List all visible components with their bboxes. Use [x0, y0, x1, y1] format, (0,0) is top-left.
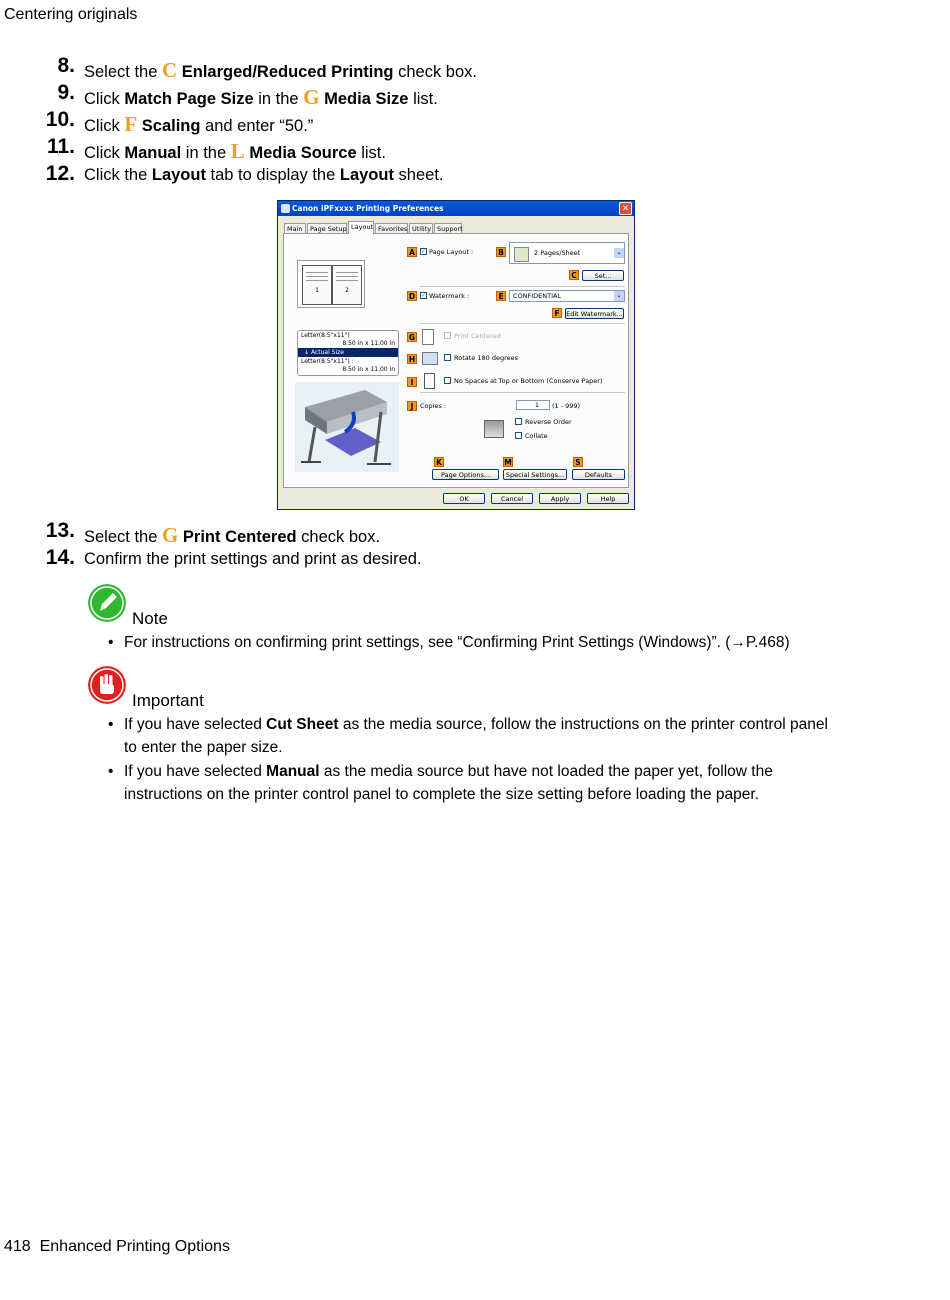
section-header: Centering originals	[4, 6, 138, 23]
tab-main[interactable]: Main	[284, 223, 306, 233]
callout-ref: F	[124, 112, 138, 136]
step-11: 11. Click Manual in the L Media Source list.	[46, 135, 386, 163]
tab-utility[interactable]: Utility	[409, 223, 433, 233]
collate-checkbox[interactable]	[515, 432, 522, 439]
layout-panel	[283, 233, 629, 488]
important-title: Important	[132, 691, 204, 710]
printer-illustration	[295, 382, 399, 472]
dialog-title: Canon iPFxxxx Printing Preferences	[292, 204, 444, 213]
callout-label-e: E	[496, 291, 506, 301]
page-number: 418	[4, 1238, 31, 1255]
reverse-order-label: Reverse Order	[525, 418, 572, 426]
watermark-checkbox[interactable]: ✓	[421, 292, 427, 299]
callout-label-s: S	[573, 457, 583, 467]
callout-label-h: H	[408, 355, 416, 364]
chapter-title: Enhanced Printing Options	[39, 1238, 230, 1255]
no-spaces-checkbox[interactable]	[444, 377, 451, 384]
cancel-button[interactable]: Cancel	[491, 493, 533, 504]
print-centered-label: Print Centered	[454, 332, 501, 340]
step-number: 8.	[57, 54, 75, 77]
collate-stack-icon	[484, 420, 504, 438]
watermark-label: Watermark :	[429, 292, 470, 300]
step-12: 12. Click the Layout tab to display the Layout sheet.	[45, 162, 444, 185]
steps-list-bottom	[0, 519, 950, 573]
callout-label-j: J	[407, 401, 417, 411]
step-number: 11.	[46, 135, 75, 158]
callout-label-c: C	[569, 270, 579, 280]
defaults-button[interactable]: Defaults	[572, 469, 625, 480]
step-number: 14.	[45, 546, 75, 569]
callout-label-i: I	[407, 377, 417, 387]
callout-label-d: D	[408, 292, 416, 301]
callout-label-a: A	[407, 247, 417, 257]
step-number: 9.	[57, 81, 75, 104]
rotate-icon	[422, 352, 438, 365]
close-button[interactable]: ✕	[619, 202, 632, 215]
tab-page-setup[interactable]: Page Setup	[307, 223, 347, 233]
note-item: • For instructions on confirming print settings, see “Confirming Print Settings (Windows)”. (→P.468)	[108, 634, 790, 651]
conserve-paper-icon	[424, 373, 435, 389]
step-14: 14. Confirm the print settings and print as desired.	[45, 546, 422, 569]
watermark-select[interactable]: CONFIDENTIAL ⌄	[509, 290, 625, 302]
callout-label-m: M	[504, 458, 512, 467]
important-item: • If you have selected Manual as the media source but have not loaded the paper yet, follow the instructions on the printer control panel to complete the size setting before loading the paper.	[108, 763, 773, 803]
print-centered-icon	[422, 329, 434, 345]
step-number: 10.	[45, 108, 75, 131]
page-thumb-1: 1	[302, 265, 332, 305]
set-button[interactable]: Set...	[582, 270, 624, 281]
copies-spinner[interactable]: 1	[516, 400, 550, 410]
print-centered-checkbox[interactable]	[444, 332, 451, 339]
copies-range: (1 - 999)	[552, 402, 581, 410]
page-layout-select[interactable]: 2 Pages/Sheet ⌄	[509, 242, 625, 264]
note-title: Note	[132, 609, 168, 628]
callout-label-g: G	[408, 333, 416, 342]
help-button[interactable]: Help	[587, 493, 629, 504]
reverse-order-checkbox[interactable]	[515, 418, 522, 425]
page-layout-checkbox[interactable]: ✓	[421, 248, 427, 255]
edit-watermark-button[interactable]: Edit Watermark...	[566, 310, 623, 318]
ok-button[interactable]: OK	[443, 493, 485, 504]
callout-ref: C	[161, 58, 178, 82]
callout-ref: L	[230, 139, 245, 163]
callout-ref: G	[303, 85, 320, 109]
important-item: • If you have selected Cut Sheet as the media source, follow the instructions on the printer control panel to enter the paper size.	[108, 716, 828, 756]
page-options-button[interactable]: Page Options...	[432, 469, 499, 480]
actual-size-row: ↓ Actual Size	[298, 348, 398, 357]
step-number: 13.	[45, 519, 75, 542]
step-13: 13. Select the G Print Centered check box.	[45, 519, 381, 547]
important-hand-icon	[88, 666, 126, 704]
callout-label-k: K	[434, 457, 444, 467]
tab-favorites[interactable]: Favorites	[375, 223, 408, 233]
copies-label: Copies :	[420, 402, 447, 410]
preview-area	[291, 242, 399, 492]
callout-ref: G	[161, 523, 179, 547]
rotate-checkbox[interactable]	[444, 354, 451, 361]
printer-app-icon	[281, 204, 290, 213]
collate-label: Collate	[525, 432, 548, 440]
page-thumb-2: 2	[332, 265, 362, 305]
page-layout-label: Page Layout :	[429, 248, 474, 256]
arrow-down-icon: ↓	[304, 349, 311, 356]
step-9: 9. Click Match Page Size in the G Media Size list.	[57, 81, 438, 109]
tab-support[interactable]: Support	[434, 223, 462, 233]
size-info-box: Letter(8.5"x11") 8.50 in x 11.00 in ↓ Actual Size Letter(8.5"x11") : 8.50 in x 11.00 in	[297, 330, 399, 376]
no-spaces-label: No Spaces at Top or Bottom (Conserve Paper)	[454, 377, 603, 385]
page-footer	[4, 1238, 230, 1256]
step-10: 10. Click F Scaling and enter “50.”	[45, 108, 314, 136]
rotate-label: Rotate 180 degrees	[454, 354, 518, 362]
chevron-down-icon: ⌄	[614, 248, 624, 258]
callout-label-f: F	[552, 308, 562, 318]
callout-label-b: B	[496, 247, 506, 257]
layout-preview-icon	[514, 247, 529, 262]
dialog-titlebar	[278, 201, 634, 216]
step-number: 12.	[45, 162, 75, 185]
note-pencil-icon	[88, 584, 126, 622]
step-8: 8. Select the C Enlarged/Reduced Printing check box.	[57, 54, 477, 82]
tab-layout[interactable]: Layout	[348, 221, 374, 234]
apply-button[interactable]: Apply	[539, 493, 581, 504]
chevron-down-icon: ⌄	[614, 291, 624, 301]
layout-thumbnail	[297, 260, 365, 308]
printing-preferences-dialog	[277, 200, 635, 510]
special-settings-button[interactable]: Special Settings...	[503, 469, 567, 480]
steps-list-top	[0, 54, 950, 189]
